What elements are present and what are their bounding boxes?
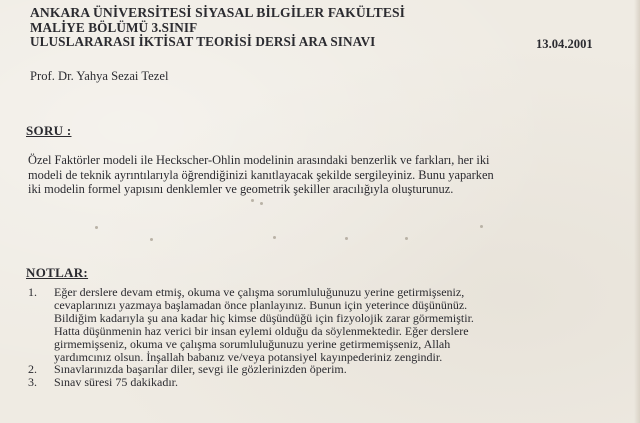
paper-speck <box>273 236 276 239</box>
university-faculty-title: ANKARA ÜNİVERSİTESİ SİYASAL BİLGİLER FAKÜLTESİ <box>30 5 406 20</box>
question-line: Özel Faktörler modeli ile Heckscher-Ohlin modelinin arasındaki benzerlik ve farkları, her iki <box>28 153 490 167</box>
note-number: 2. <box>28 362 37 377</box>
note-item <box>28 286 628 363</box>
note-line: Sınavlarınızda başarılar diler, sevgi ile gözlerinizden öperim. <box>54 362 347 377</box>
notes-list <box>28 286 628 389</box>
note-line: Eğer derslere devam etmiş, okuma ve çalışma sorumluluğunuzu yerine getirmişseniz, <box>54 285 465 299</box>
exam-date: 13.04.2001 <box>536 37 593 51</box>
paper-speck <box>150 238 153 241</box>
paper-speck <box>95 226 98 229</box>
exam-title: ULUSLARARASI İKTİSAT TEORİSİ DERSİ ARA SINAVI <box>30 34 376 49</box>
note-line: yardımcınız olsun. İnşallah babanız ve/veya potansiyel kayınpederiniz zengindir. <box>54 349 443 364</box>
note-number: 1. <box>28 285 37 299</box>
question-text <box>28 153 628 197</box>
note-line: Hatta düşünmenin haz verici bir insan eylemi olduğu da söylenmektedir. Eğer derslere <box>54 323 469 338</box>
note-item <box>28 376 628 389</box>
paper-speck <box>405 237 408 240</box>
department-class-title: MALİYE BÖLÜMÜ 3.SINIF <box>30 20 198 35</box>
paper-speck <box>345 237 348 240</box>
paper-speck <box>251 199 254 202</box>
note-number: 3. <box>28 375 37 390</box>
paper-speck <box>260 202 263 205</box>
note-line: girmemişseniz, okuma ve çalışma sorumluluğunuzu yerine getirmemişseniz, Allah <box>54 336 451 351</box>
note-line: cevaplarınızı yazmaya başlamadan önce planlayınız. Bunun için yeterince düşününüz. <box>54 297 468 312</box>
paper-speck <box>480 225 483 228</box>
question-line: modeli de teknik ayrıntılarıyla öğrendiğinizi kanıtlayacak şekilde sergileyiniz. Bunu yaparken <box>28 167 494 182</box>
note-line: Sınav süresi 75 dakikadır. <box>54 375 178 390</box>
notes-heading: NOTLAR: <box>26 265 89 280</box>
paper-edge-shadow <box>634 0 640 423</box>
professor-name: Prof. Dr. Yahya Sezai Tezel <box>30 69 169 83</box>
note-line: Bildiğim kadarıyla şu ana kadar hiç kimse düşündüğü için fizyolojik zarar görmemiştir. <box>54 310 474 325</box>
question-line: iki modelin formel yapısını denklemler ve geometrik şekiller aracılığıyla oluşturunuz. <box>28 182 454 196</box>
question-heading: SORU : <box>26 123 72 138</box>
